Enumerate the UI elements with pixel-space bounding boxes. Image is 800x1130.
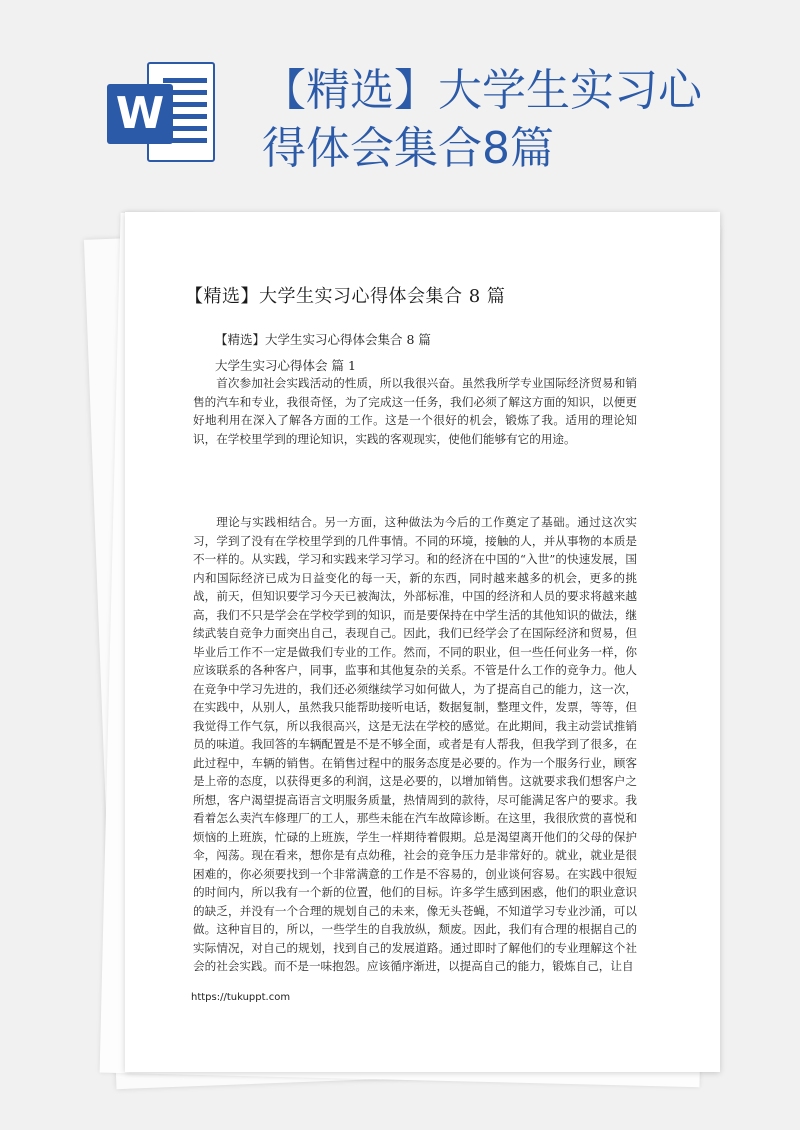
document-title: 【精选】大学生实习心得体会集合 8 篇 (185, 286, 506, 307)
footer-url[interactable]: https://tukuppt.com (191, 992, 291, 1003)
section-heading: 大学生实习心得体会 篇 1 (215, 358, 356, 373)
document-subtitle: 【精选】大学生实习心得体会集合 8 篇 (215, 332, 431, 347)
banner-title-line-1: 【精选】大学生实习心 (262, 65, 702, 116)
banner-title (262, 62, 782, 178)
header-banner (0, 0, 800, 200)
banner-title-line-2: 得体会集合8篇 (262, 123, 554, 174)
paragraph-2: 理论与实践相结合。另一方面，这种做法为今后的工作奠定了基础。通过这次实习，学到了没有在学校里学到的几件事情。不同的环境，接触的人，并从事物的本质是不一样的。从实践，学习和实践来学习学习。和的经济在中国的“入世”的快速发展，国内和国际经济已成为日益变化的每一天，新的东西，同时越来越多的机会，更多的挑战，前天，但知识要学习今天已被淘汰，外部标准，中国的经济和人员的要求将越来越高，我们不只是学会在学校学到的知识，而是要保持在中学生活的其他知识的做法，继续武装自竞争力面突出自己，表现自己。因此，我们已经学会了在国际经济和贸易，但毕业后工作不一定是做我们专业的工作。然而，不同的职业，但一些任何业务一样，你应该联系的各种客户，同事，监事和其他复杂的关系。不管是什么工作的竞争力。他人在竞争中学习先进的，我们还必须继续学习如何做人，为了提高自己的能力，这一次，在实践中，从别人，虽然我只能帮助接听电话，数据复制，整理文件，发票，等等，但我觉得工作气氛，所以我很高兴，这是无法在学校的感觉。在此期间，我主动尝试推销员的味道。我回答的车辆配置是不是不够全面，或者是有人帮我，但我学到了很多，在此过程中，车辆的销售。在销售过程中的服务态度是必要的。作为一个服务行业，顾客是上帝的态度，以获得更多的利润，这是必要的，以增加销售。这就要求我们想客户之所想，客户渴望提高语言文明服务质量，热情周到的款待，尽可能满足客户的要求。我看着怎么卖汽车修理厂的工人，那些未能在汽车故障诊断。在这里，我很欣赏的喜悦和烦恼的上班族，忙碌的上班族，学生一样期待着假期。总是渴望离开他们的父母的保护伞，闯荡。现在看来，想你是有点幼稚，社会的竞争压力是非常好的。就业，就业是很困难的，你必须要找到一个非常满意的工作是不容易的，创业谈何容易。在实践中很短的时间内，所以我有一个新的位置，他们的目标。许多学生感到困惑，他们的职业意识的缺乏，并没有一个合理的规划自己的未来，像无头苍蝇，不知道学习专业沙涌，可以做。这种盲目的，所以，一些学生的自我放纵，颓废。因此，我们有合理的根据自己的实际情况，对自己的规划，找到自己的发展道路。通过即时了解他们的专业理解这个社会的社会实践。而不是一味抱怨。应该循序渐进，以提高自己的能力，锻炼自己，让自 (193, 515, 637, 973)
document-page (125, 212, 720, 1072)
paragraph-1: 首次参加社会实践活动的性质，所以我很兴奋。虽然我所学专业国际经济贸易和销售的汽车和专业，我很奇怪，为了完成这一任务，我们必须了解这方面的知识，以便更好地利用在深入了解各方面的工作。这是一个很好的机会，锻炼了我。适用的理论知识，在学校里学到的理论知识，实践的客观现实，使他们能够有它的用途。 (193, 376, 637, 446)
word-document-icon (107, 62, 217, 162)
word-icon-letter: W (107, 84, 173, 144)
